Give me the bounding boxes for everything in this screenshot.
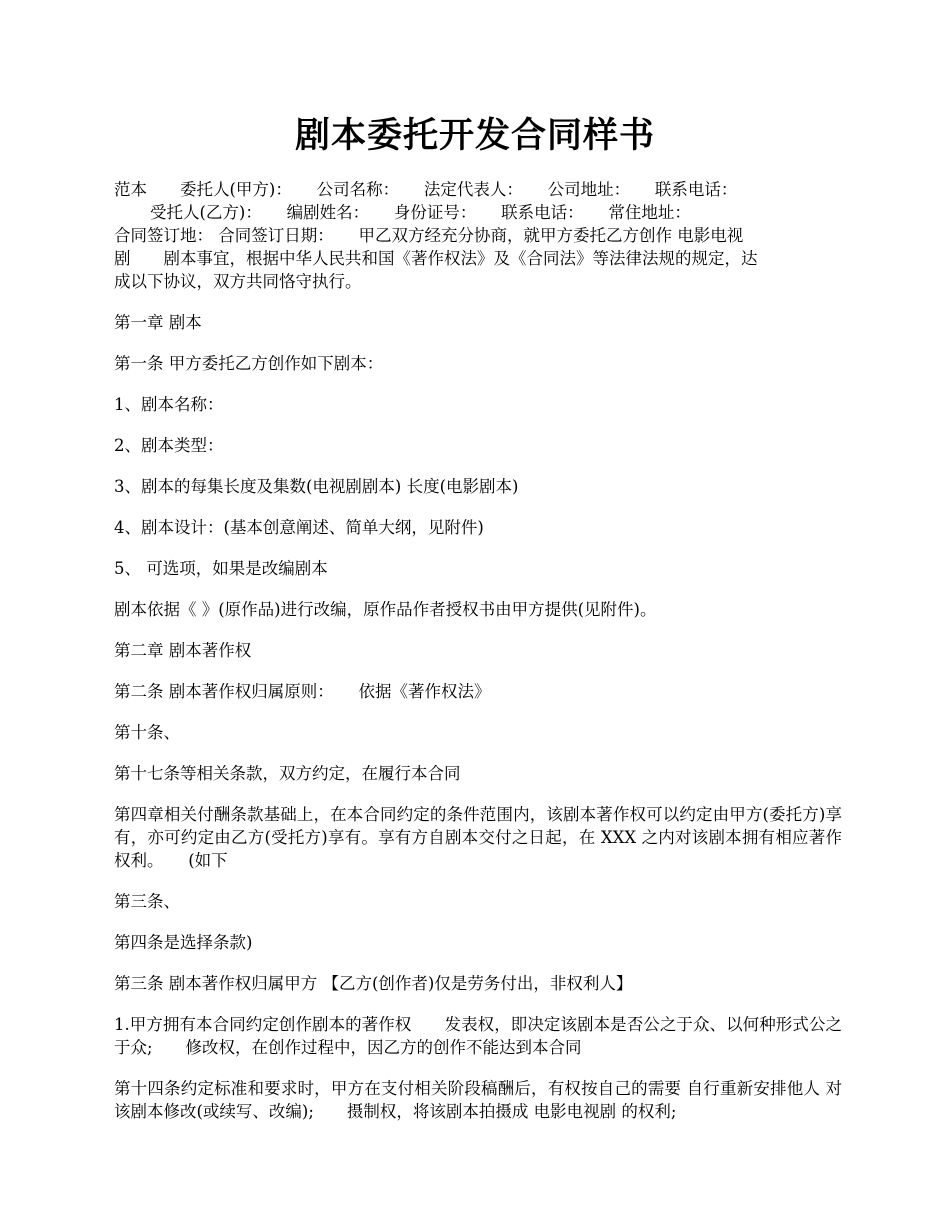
article-4-optional-note: 第四条是选择条款): [114, 933, 253, 952]
optional-adaptation-item: 5、 可选项，如果是改编剧本: [114, 559, 328, 578]
script-name-item: 1、剧本名称：: [114, 395, 224, 414]
contract-intro: [114, 178, 842, 293]
copyright-ownership-paragraph: 第四章相关付酬条款基础上，在本合同约定的条件范围内，该剧本著作权可以约定由甲方(委托方)享有，亦可约定由乙方(受托方)享有。享有方自剧本交付之日起，在 XXX 之内对该剧本拥有相应著作权利。 (如下: [114, 805, 842, 870]
chapter-2-heading: 第二章 剧本著作权: [114, 641, 252, 660]
article-3-ref: 第三条、: [114, 892, 180, 911]
article-14-paragraph: 第十四条约定标准和要求时，甲方在支付相关阶段稿酬后，有权按自己的需要 自行重新安排他人 对该剧本修改(或续写、改编); 摄制权，将该剧本拍摄成 电影电视剧 的权利;: [114, 1079, 842, 1121]
intro-line-3: 合同签订地： 合同签订日期： 甲乙双方经充分协商，就甲方委托乙方创作 电影电视: [114, 226, 744, 245]
adaptation-source-paragraph: 剧本依据《 》(原作品)进行改编，原作品作者授权书由甲方提供(见附件)。: [114, 600, 657, 619]
article-3: 第三条 剧本著作权归属甲方 【乙方(创作者)仅是劳务付出，非权利人】: [114, 974, 633, 993]
intro-line-5: 成以下协议，双方共同恪守执行。: [114, 272, 362, 291]
intro-line-4: 剧 剧本事宜，根据中华人民共和国《著作权法》及《合同法》等法律法规的规定，达: [114, 249, 758, 268]
article-10-ref: 第十条、: [114, 723, 180, 742]
document-body: [114, 178, 842, 1141]
script-type-item: 2、剧本类型：: [114, 436, 224, 455]
article-1: 第一条 甲方委托乙方创作如下剧本：: [114, 354, 384, 373]
intro-line-1: 范本 委托人(甲方)： 公司名称： 法定代表人： 公司地址： 联系电话：: [114, 180, 738, 199]
party-a-rights-paragraph: 1.甲方拥有本合同约定创作剧本的著作权 发表权，即决定该剧本是否公之于众、以何种形式公之于众; 修改权，在创作过程中，因乙方的创作不能达到本合同: [114, 1015, 842, 1057]
document-title: 剧本委托开发合同样书: [294, 115, 655, 156]
article-2: 第二条 剧本著作权归属原则： 依据《著作权法》: [114, 682, 491, 701]
script-design-item: 4、剧本设计：(基本创意阐述、简单大纲，见附件): [114, 518, 484, 537]
script-length-item: 3、剧本的每集长度及集数(电视剧剧本) 长度(电影剧本): [114, 477, 519, 496]
chapter-1-heading: 第一章 剧本: [114, 313, 202, 332]
article-17-ref: 第十七条等相关条款，双方约定，在履行本合同: [114, 764, 461, 783]
intro-line-2: 受托人(乙方)： 编剧姓名： 身份证号： 联系电话： 常住地址：: [150, 203, 691, 222]
